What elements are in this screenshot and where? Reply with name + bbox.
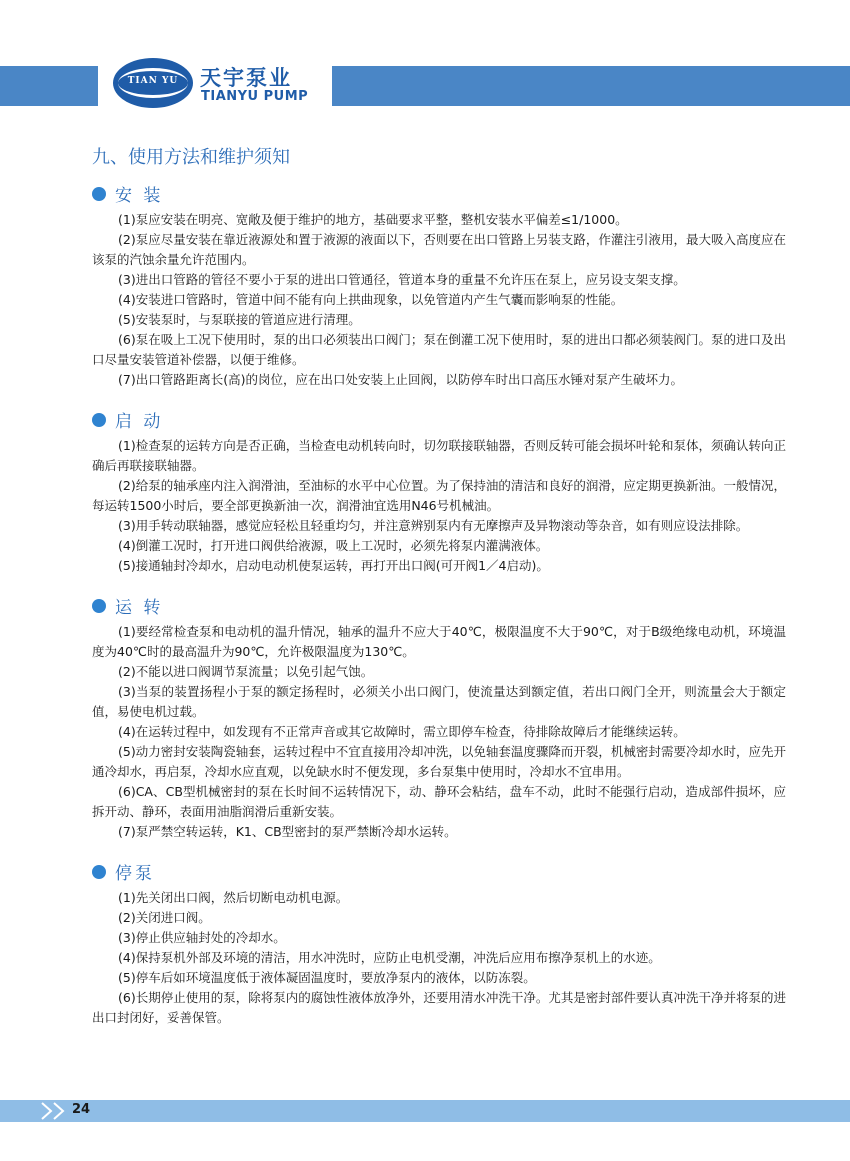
- logo-emblem-text: TIAN YU: [127, 76, 179, 86]
- section-paragraph: (4)安装进口管路时，管道中间不能有向上拱曲现象，以免管道内产生气囊而影响泵的性能。: [118, 292, 624, 307]
- page-title: 九、使用方法和维护须知: [92, 147, 290, 168]
- section-paragraph: (2)关闭进口阀。: [118, 910, 211, 925]
- section-paragraph: (1)先关闭出口阀，然后切断电动机电源。: [118, 890, 349, 905]
- section: [92, 859, 786, 1028]
- section-paragraph: (3)停止供应轴封处的冷却水。: [118, 930, 286, 945]
- chevron-right-icon: [52, 1101, 66, 1121]
- section-heading: [92, 407, 786, 432]
- footer-bar: [0, 1100, 850, 1122]
- section-title: 启 动: [115, 412, 164, 432]
- section-paragraph: (4)保持泵机外部及环境的清洁，用水冲洗时，应防止电机受潮，冲洗后应用布擦净泵机上的水迹。: [118, 950, 661, 965]
- section-heading: [92, 593, 786, 618]
- section-paragraph: (2)泵应尽量安装在靠近液源处和置于液源的液面以下，否则要在出口管路上另装支路，作灌注引液用，最大吸入高度应在该泵的汽蚀余量允许范围内。: [92, 232, 786, 267]
- section-paragraph: (1)泵应安装在明亮、宽敞及便于维护的地方，基础要求平整，整机安装水平偏差≤1/1000。: [118, 212, 628, 227]
- section-spacer: [92, 576, 786, 593]
- section-paragraph: (3)用手转动联轴器，感觉应轻松且轻重均匀，并注意辨别泵内有无摩擦声及异物滚动等杂音，如有则应设法排除。: [118, 518, 749, 533]
- main-content: [92, 143, 786, 1028]
- section-paragraph: (4)倒灌工况时，打开进口阀供给液源，吸上工况时，必须先将泵内灌满液体。: [118, 538, 549, 553]
- section-paragraph: (6)泵在吸上工况下使用时，泵的出口必须装出口阀门；泵在倒灌工况下使用时，泵的进出口都必须装阀门。泵的进口及出口尽量安装管道补偿器，以便于维修。: [92, 332, 786, 367]
- section-paragraph: (4)在运转过程中，如发现有不正常声音或其它故障时，需立即停车检查，待排除故障后才能继续运转。: [118, 724, 686, 739]
- header-bar-right: [332, 66, 850, 106]
- section-title: 运 转: [115, 598, 164, 618]
- bullet-dot-icon: [92, 865, 106, 879]
- section-paragraph: (2)给泵的轴承座内注入润滑油，至油标的水平中心位置。为了保持油的清洁和良好的润滑，应定期更换新油。一般情况，每运转1500小时后，要全部更换新油一次，润滑油宜选用N46号机械油。: [92, 478, 786, 513]
- header-bar-left: [0, 66, 98, 106]
- bullet-dot-icon: [92, 413, 106, 427]
- section-paragraph: (7)出口管路距离长(高)的岗位，应在出口处安装上止回阀，以防停车时出口高压水锤对泵产生破坏力。: [118, 372, 683, 387]
- section-paragraph: (7)泵严禁空转运转，K1、CB型密封的泵严禁断冷却水运转。: [118, 824, 457, 839]
- section-spacer: [92, 842, 786, 859]
- section-paragraph: (6)CA、CB型机械密封的泵在长时间不运转情况下，动、静环会粘结，盘车不动，此时不能强行启动，造成部件损坏，应拆开动、静环，表面用油脂润滑后重新安装。: [92, 784, 786, 819]
- section-heading: [92, 859, 786, 884]
- section: [92, 407, 786, 576]
- section-paragraph: (5)停车后如环境温度低于液体凝固温度时，要放净泵内的液体，以防冻裂。: [118, 970, 536, 985]
- logo-english-name: TIANYU PUMP: [201, 89, 309, 104]
- section-paragraph: (2)不能以进口阀调节泵流量；以免引起气蚀。: [118, 664, 374, 679]
- section-heading: [92, 181, 786, 206]
- section: [92, 181, 786, 390]
- section-title: 停泵: [115, 864, 155, 884]
- sections-container: [92, 181, 786, 1028]
- section-paragraph: (5)动力密封安装陶瓷轴套，运转过程中不宜直接用冷却冲洗，以免轴套温度骤降而开裂，机械密封需要冷却水时，应先开通冷却水，再启泵，冷却水应直观，以免缺水时不便发现，多台泵集中使用时，冷却水不宜串用。: [92, 744, 786, 779]
- section-paragraph: (1)检查泵的运转方向是否正确，当检查电动机转向时，切勿联接联轴器，否则反转可能会损坏叶轮和泵体，须确认转向正确后再联接联轴器。: [92, 438, 786, 473]
- section-paragraph: (3)当泵的装置扬程小于泵的额定扬程时，必须关小出口阀门，使流量达到额定值，若出口阀门全开，则流量会大于额定值，易使电机过载。: [92, 684, 786, 719]
- bullet-dot-icon: [92, 187, 106, 201]
- logo-chinese-name: 天宇泵业: [200, 66, 292, 90]
- section: [92, 593, 786, 842]
- section-title: 安 装: [115, 186, 164, 206]
- section-paragraph: (6)长期停止使用的泵，除将泵内的腐蚀性液体放净外，还要用清水冲洗干净。尤其是密封部件要认真冲洗干净并将泵的进出口封闭好，妥善保管。: [92, 990, 786, 1025]
- section-spacer: [92, 390, 786, 407]
- section-paragraph: (5)接通轴封冷却水，启动电动机使泵运转，再打开出口阀(可开阀1／4启动)。: [118, 558, 549, 573]
- section-paragraph: (1)要经常检查泵和电动机的温升情况，轴承的温升不应大于40℃，极限温度不大于90℃，对于B级绝缘电动机，环境温度为40℃时的最高温升为90℃，允许极限温度为130℃。: [92, 624, 786, 659]
- section-paragraph: (5)安装泵时，与泵联接的管道应进行清理。: [118, 312, 361, 327]
- section-paragraph: (3)进出口管路的管径不要小于泵的进出口管通径，管道本身的重量不允许压在泵上，应另设支架支撑。: [118, 272, 686, 287]
- page-number: 24: [72, 1102, 91, 1117]
- bullet-dot-icon: [92, 599, 106, 613]
